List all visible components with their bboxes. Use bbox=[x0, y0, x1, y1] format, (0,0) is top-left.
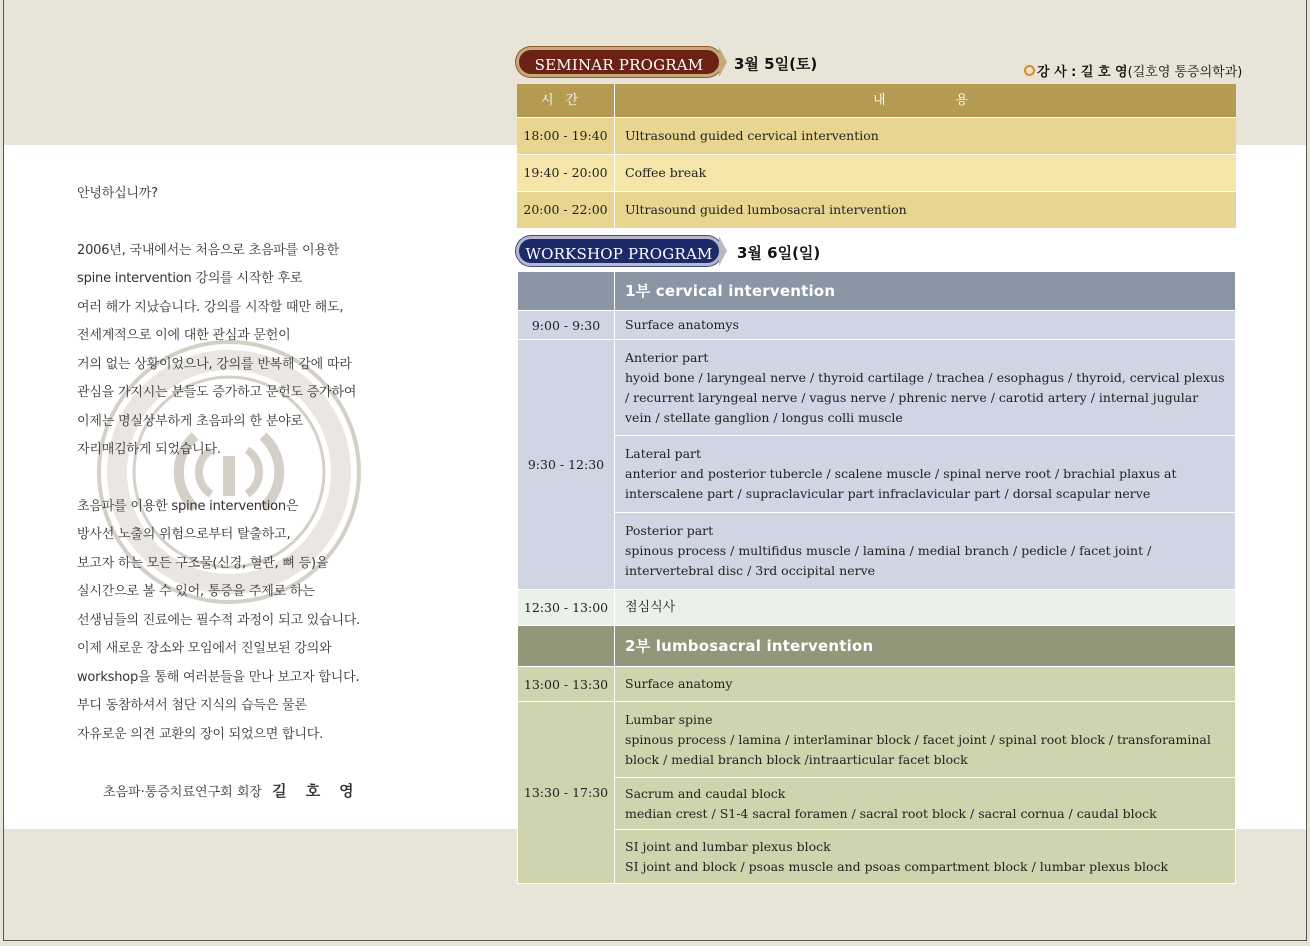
header-content: 내용 bbox=[872, 93, 1039, 108]
row-content: 점심식사 bbox=[615, 590, 1236, 626]
item-detail: spinous process / multifidus muscle / lamina / medial branch / pedicle / facet joint / intervertebral disc / 3rd occipital nerve bbox=[625, 543, 1152, 578]
letter-line: workshop을 통해 여러분들을 만나 보고자 합니다. bbox=[77, 669, 360, 685]
table-row bbox=[518, 340, 1236, 436]
letter-line: 2006년, 국내에서는 처음으로 초음파를 이용한 bbox=[77, 242, 340, 258]
letter-line: 초음파를 이용한 spine intervention은 bbox=[77, 498, 299, 514]
table-row bbox=[518, 702, 1236, 778]
letter-line: 실시간으로 볼 수 있어, 통증을 주제로 하는 bbox=[77, 584, 315, 599]
item-title: Sacrum and caudal block bbox=[625, 785, 786, 801]
row-time: 13:30 - 17:30 bbox=[518, 702, 615, 884]
item-title: Anterior part bbox=[625, 349, 709, 365]
lecturer-detail: (길호영 통증의학과) bbox=[1127, 65, 1243, 80]
part2-header-row bbox=[518, 626, 1236, 667]
letter-gap bbox=[77, 212, 407, 240]
lecturer-info bbox=[1024, 61, 1242, 80]
seminar-table bbox=[517, 84, 1236, 229]
letter-line: 거의 없는 상황이었으나, 강의를 반복해 감에 따라 bbox=[77, 356, 352, 372]
workshop-date: 3월 6일(일) bbox=[737, 244, 821, 262]
row-content bbox=[615, 513, 1236, 590]
seminar-program-badge: SEMINAR PROGRAM bbox=[516, 47, 722, 77]
header-time: 시간 bbox=[517, 84, 615, 117]
letter-line: 여러 해가 지났습니다. 강의를 시작할 때만 해도, bbox=[77, 299, 344, 315]
row-time: 13:00 - 13:30 bbox=[518, 667, 615, 702]
row-content bbox=[615, 778, 1236, 830]
workshop-table bbox=[517, 271, 1236, 884]
row-time: 20:00 - 22:00 bbox=[517, 192, 615, 228]
item-title: SI joint and lumbar plexus block bbox=[625, 838, 831, 854]
bullet-circle-icon bbox=[1024, 65, 1035, 76]
table-row bbox=[518, 667, 1236, 702]
part2-title: 2부 lumbosacral intervention bbox=[625, 636, 874, 655]
letter-line: 부디 동참하셔서 첨단 지식의 습득은 물론 bbox=[77, 698, 307, 713]
item-detail: anterior and posterior tubercle / scalene muscle / spinal nerve root / brachial plaxus at interscalene part / supraclavicular part infraclavicular part / dorsal scapular nerve bbox=[625, 466, 1177, 501]
table-row bbox=[518, 513, 1236, 590]
row-time: 9:00 - 9:30 bbox=[518, 311, 615, 340]
signature bbox=[103, 780, 373, 801]
item-title: Posterior part bbox=[625, 523, 714, 538]
row-time: 18:00 - 19:40 bbox=[517, 118, 615, 154]
item-detail: SI joint and block / psoas muscle and psoas compartment block / lumbar plexus block bbox=[625, 858, 1169, 874]
table-row bbox=[517, 118, 1236, 155]
letter-line: 이제 새로운 장소와 모임에서 진일보된 강의와 bbox=[77, 641, 332, 656]
seminar-date: 3월 5일(토) bbox=[734, 55, 818, 73]
letter-line: spine intervention 강의를 시작한 후로 bbox=[77, 271, 303, 286]
item-title: Lumbar spine bbox=[625, 711, 713, 727]
part1-header-row bbox=[518, 272, 1236, 311]
letter-line: 보고자 하는 모든 구조물(신경, 혈관, 뼈 등)을 bbox=[77, 555, 329, 571]
row-time: 19:40 - 20:00 bbox=[517, 155, 615, 191]
row-content bbox=[615, 436, 1236, 513]
row-time: 9:30 - 12:30 bbox=[518, 340, 615, 590]
row-content bbox=[615, 702, 1236, 778]
signature-name: 길호영 bbox=[272, 782, 373, 800]
item-detail: spinous process / lamina / interlaminar block / facet joint / spinal root block / transforaminal block / medial branch block /intraarticular facet block bbox=[625, 731, 1211, 767]
row-content: Ultrasound guided cervical intervention bbox=[625, 128, 879, 143]
table-row bbox=[518, 311, 1236, 340]
table-row bbox=[518, 778, 1236, 830]
letter-gap bbox=[77, 468, 407, 496]
item-title: Lateral part bbox=[625, 446, 702, 461]
row-content: Coffee break bbox=[625, 165, 707, 180]
letter-line: 선생님들의 진료에는 필수적 과정이 되고 있습니다. bbox=[77, 612, 361, 628]
letter-line: 관심을 가지시는 분들도 증가하고 문헌도 증가하여 bbox=[77, 385, 357, 400]
row-content: Ultrasound guided lumbosacral intervention bbox=[625, 202, 907, 217]
item-detail: hyoid bone / laryngeal nerve / thyroid cartilage / trachea / esophagus / thyroid, cervical plexus / recurrent laryngeal nerve / vagus nerve / phrenic nerve / carotid artery / internal jugular vein / stellate ganglion / longus colli muscle bbox=[625, 369, 1225, 425]
table-row bbox=[517, 155, 1236, 192]
letter-line: 자리매김하게 되었습니다. bbox=[77, 442, 221, 457]
table-row bbox=[518, 830, 1236, 884]
letter-line: 이제는 명실상부하게 초음파의 한 분야로 bbox=[77, 413, 303, 429]
row-content: Surface anatomys bbox=[615, 311, 1236, 340]
row-time: 12:30 - 13:00 bbox=[518, 590, 615, 626]
row-content: Surface anatomy bbox=[615, 667, 1236, 702]
workshop-program-badge: WORKSHOP PROGRAM bbox=[516, 236, 722, 266]
seminar-table-header bbox=[517, 84, 1236, 118]
lunch-row bbox=[518, 590, 1236, 626]
table-row bbox=[518, 436, 1236, 513]
letter-line: 자유로운 의견 교환의 장이 되었으면 합니다. bbox=[77, 726, 324, 742]
table-row bbox=[517, 192, 1236, 229]
letter-line: 전세계적으로 이에 대한 관심과 문헌이 bbox=[77, 328, 291, 343]
letter-line: 안녕하십니까? bbox=[77, 186, 158, 201]
greeting-letter bbox=[77, 183, 407, 752]
seminar-badge-tip bbox=[719, 47, 727, 77]
item-detail: median crest / S1-4 sacral foramen / sacral root block / sacral cornua / caudal block bbox=[625, 805, 1157, 821]
row-content bbox=[615, 830, 1236, 884]
letter-line: 방사선 노출의 위험으로부터 탈출하고, bbox=[77, 527, 291, 542]
workshop-badge-tip bbox=[719, 236, 727, 266]
part1-title: 1부 cervical intervention bbox=[625, 281, 836, 300]
row-content bbox=[615, 340, 1236, 436]
signature-title: 초음파·통증치료연구회 회장 bbox=[103, 785, 262, 800]
lecturer-label: 강 사 : 길 호 영 bbox=[1037, 65, 1128, 80]
